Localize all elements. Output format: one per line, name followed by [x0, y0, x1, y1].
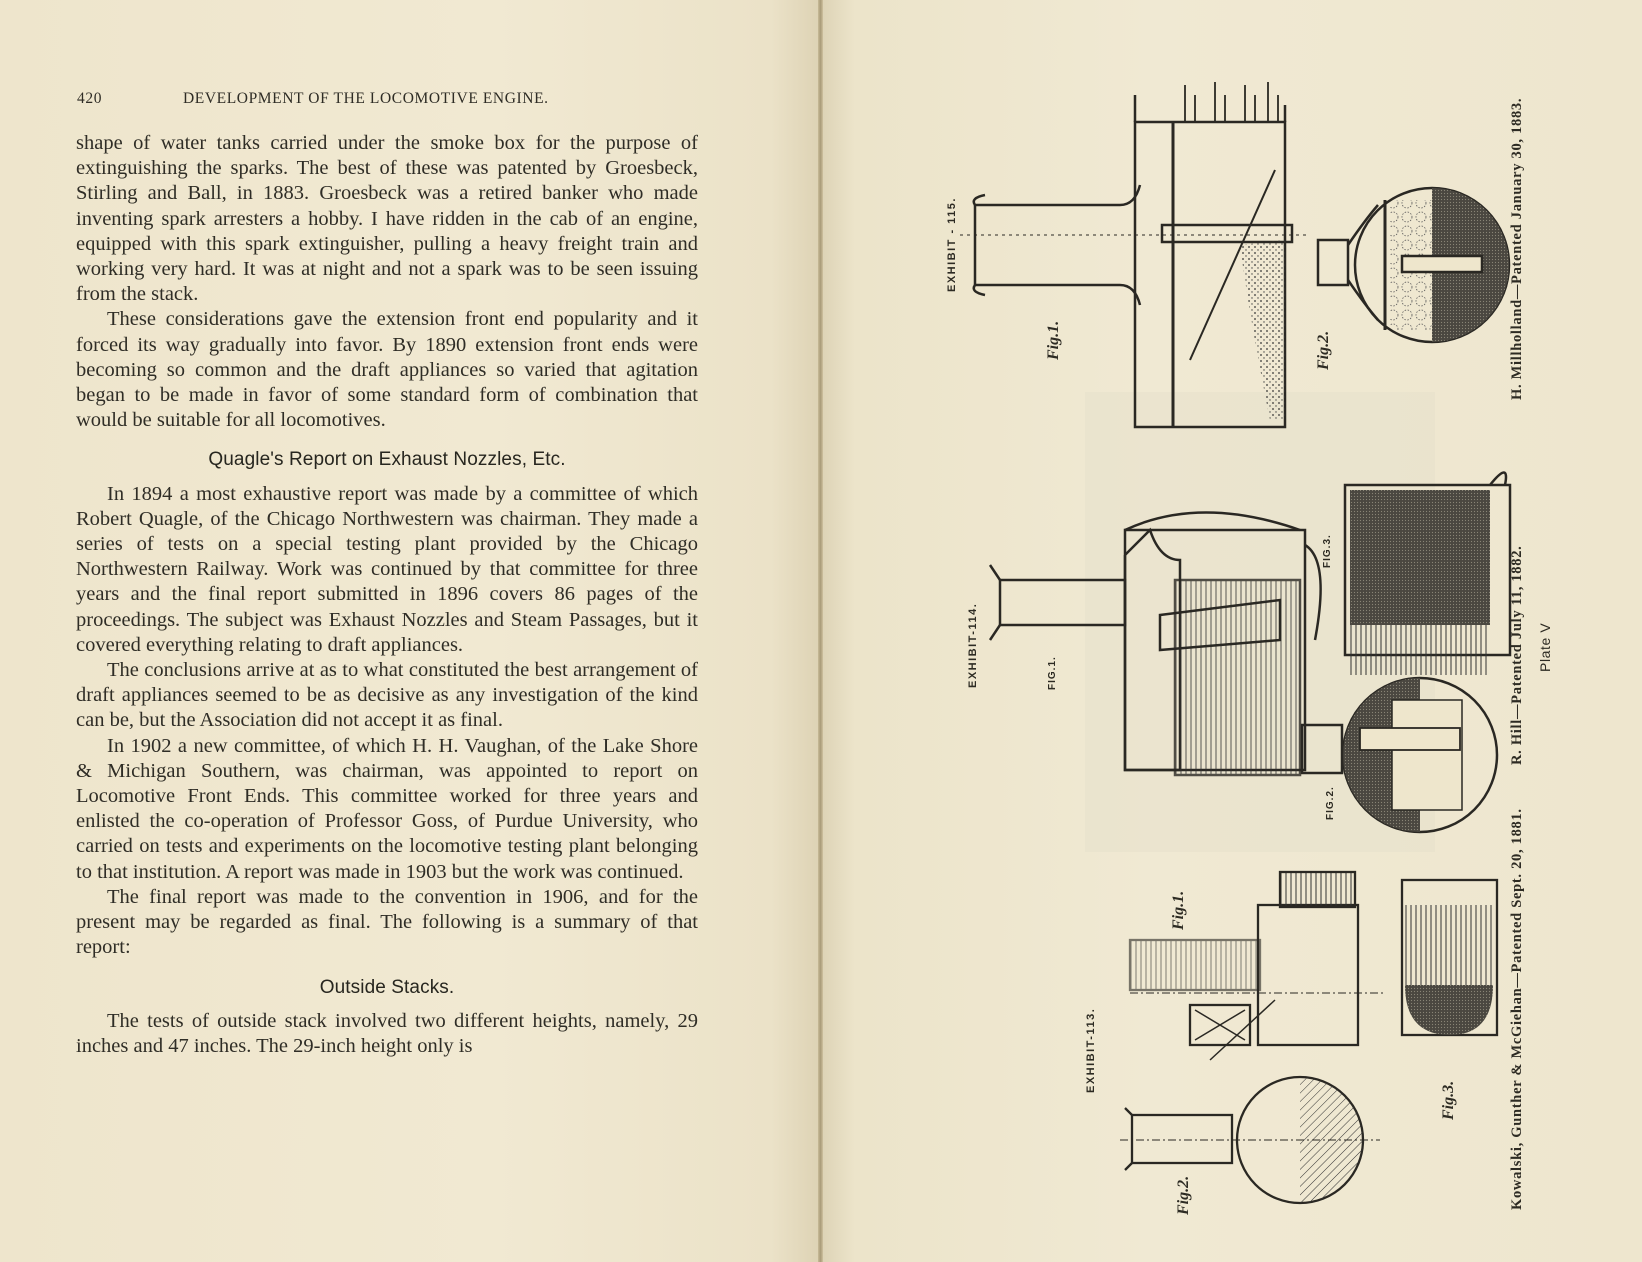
exhibit-label-114: EXHIBIT-114. [967, 602, 979, 688]
exhibit-caption-114: R. Hill—Patented July 11, 1882. [1509, 545, 1525, 765]
page-number: 420 [77, 90, 103, 107]
exhibit-label-115: EXHIBIT - 115. [946, 197, 958, 292]
section-heading: Quagle's Report on Exhaust Nozzles, Etc. [208, 449, 566, 471]
paragraph: The tests of outside stack involved two different heights, namely, 29 inches and 47 inches. The 29-inch height only is [76, 1009, 698, 1057]
fig-label: Fig.2. [1175, 1175, 1192, 1215]
exhibit-114-drawing [990, 473, 1510, 833]
fig-label: FIG.3. [1322, 534, 1333, 568]
fig-label: Fig.1. [1170, 890, 1187, 930]
fig-label: Fig.1. [1045, 320, 1062, 360]
paragraph: shape of water tanks carried under the smoke box for the purpose of extinguishing the sparks. The best of these was patented by Groesbeck, Stirling and Ball, in 1883. Groesbeck was a retired banker who made inventing spark arresters a hobby. I have ridden in the cab of an engine, equipped with this spark extinguisher, pulling a heavy freight train and working very hard. It was at night and not a spark was to be seen issuing from the stack. [76, 132, 698, 306]
fig-label: FIG.2. [1325, 786, 1336, 820]
exhibit-115-drawing [960, 82, 1509, 427]
exhibit-label-113: EXHIBIT-113. [1085, 1007, 1097, 1093]
paragraph: The final report was made to the convention in 1906, and for the present may be regarded as final. The following is a summary of that report: [76, 885, 698, 959]
fig-label: Fig.2. [1315, 330, 1332, 370]
paragraph: In 1902 a new committee, of which H. H. Vaughan, of the Lake Shore & Michigan Southern, was chairman, was appointed to report on Locomotive Front Ends. This committee worked for three years and enlisted the co-operation of Professor Goss, of Purdue University, who carried on tests and experiments on the locomotive testing plant belonging to that institution. A report was made in 1903 but the work was continued. [76, 734, 698, 883]
paragraph: These considerations gave the extension front end popularity and it forced its way gradually into favor. By 1890 extension front ends were becoming so common and the draft appliances so varied that agitation began to be made in favor of some standard form of combination that would be suitable for all locomotives. [76, 308, 698, 432]
exhibit-caption-113: Kowalski, Gunther & McGiehan—Patented Sept. 20, 1881. [1509, 808, 1525, 1210]
fig-label: Fig.3. [1440, 1080, 1457, 1120]
fig-label: FIG.1. [1047, 656, 1058, 690]
plate-label: Plate V [1537, 622, 1553, 672]
exhibit-caption-115: H. Millholland—Patented January 30, 1883. [1509, 97, 1525, 400]
section-heading: Outside Stacks. [319, 976, 455, 998]
paragraph: The conclusions arrive at as to what constituted the best arrangement of draft appliances seemed to be as decisive as any investigation of the kind can be, but the Association did not accept it as final. [76, 659, 698, 732]
paragraph: In 1894 a most exhaustive report was made by a committee of which Robert Quagle, of the Chicago Northwestern was chairman. They made a series of tests on a special testing plant provided by the Chicago Northwestern Railway. Work was continued by that committee for three years and the final report submitted in 1896 covers 86 pages of the proceedings. The subject was Exhaust Nozzles and Steam Passages, but it covered everything relating to draft appliances. [76, 482, 698, 656]
running-head-title: DEVELOPMENT OF THE LOCOMOTIVE ENGINE. [183, 90, 549, 107]
